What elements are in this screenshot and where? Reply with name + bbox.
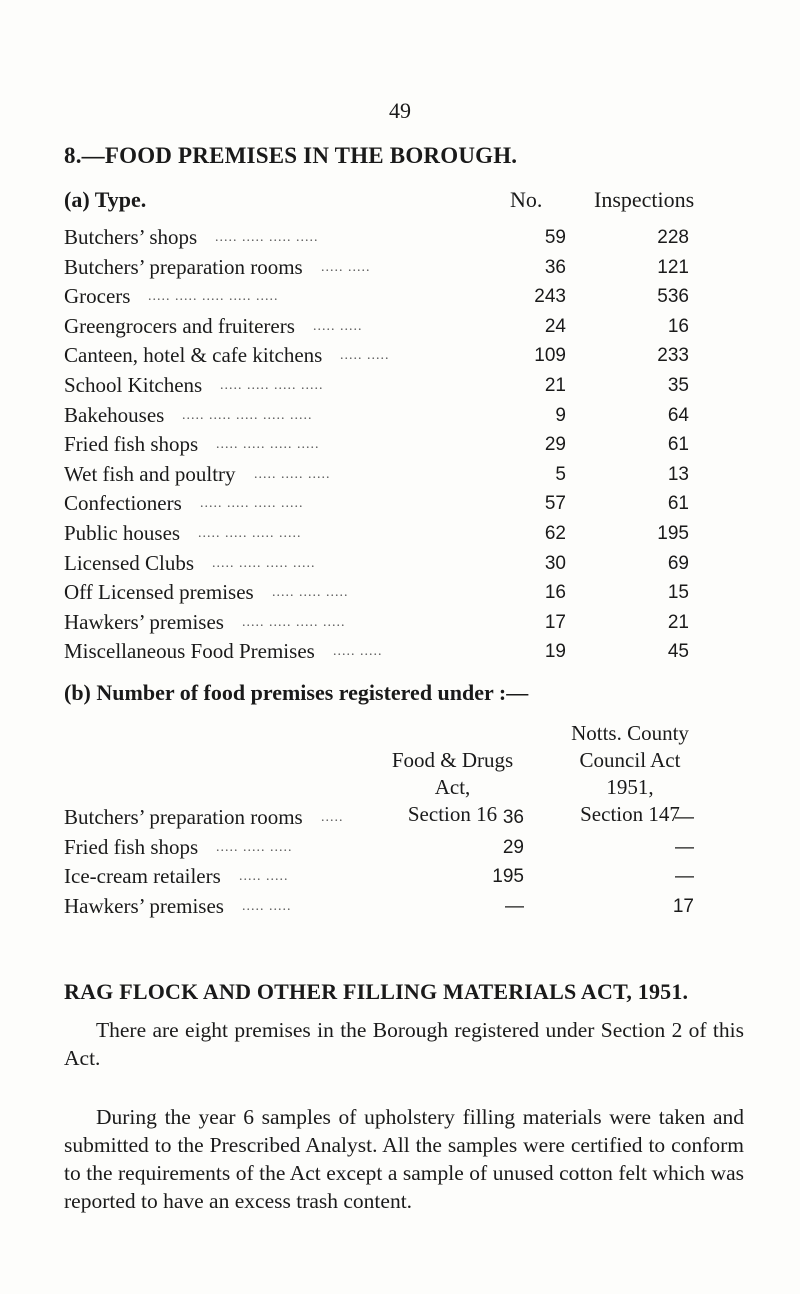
leader-dots: ..... ..... ..... (254, 466, 331, 482)
premises-count: 17 (544, 611, 566, 633)
section-a-label: (a) Type. (64, 187, 147, 212)
notts-county-act-count: — (675, 866, 694, 888)
registered-premises-table (64, 803, 764, 921)
table-row (64, 223, 764, 253)
leader-dots: ..... ..... ..... (216, 839, 293, 855)
premises-type: Butchers’ shops (64, 225, 198, 249)
premises-type: Butchers’ preparation rooms (64, 805, 303, 829)
column-header-line: Section 16 (407, 802, 498, 826)
rag-flock-paragraph-1: There are eight premises in the Borough registered under Section 2 of this Act. (64, 1018, 744, 1070)
premises-count: 36 (544, 256, 566, 278)
premises-type: Bakehouses (64, 402, 165, 427)
inspections-count: 121 (657, 256, 689, 278)
column-header-line: 1951, (606, 775, 654, 799)
premises-count: 24 (544, 315, 566, 337)
table-row (64, 803, 764, 833)
inspections-count: 21 (667, 611, 689, 633)
column-header-line: Food & Drugs (391, 748, 514, 772)
column-header-line: Council Act (579, 748, 681, 772)
premises-type: Fried fish shops (64, 834, 199, 859)
section-heading: 8.—FOOD PREMISES IN THE BOROUGH. (64, 143, 518, 168)
table-row (64, 549, 764, 579)
notts-county-act-count: 17 (672, 895, 694, 917)
leader-dots: ..... ..... (321, 259, 371, 275)
premises-count: 21 (544, 374, 566, 396)
leader-dots: ..... ..... (242, 898, 292, 914)
food-drugs-act-count: — (505, 895, 524, 917)
inspections-count: 45 (667, 641, 689, 663)
inspections-count: 233 (657, 345, 689, 367)
premises-count: 19 (544, 641, 566, 663)
notts-county-act-count: — (675, 836, 694, 858)
leader-dots: ..... ..... (313, 318, 363, 334)
column-header-inspections: Inspections (594, 187, 695, 212)
leader-dots: ..... ..... ..... ..... (242, 614, 346, 630)
premises-type: Hawkers’ premises (64, 609, 224, 634)
premises-count: 57 (544, 493, 566, 515)
premises-type: Grocers (64, 284, 131, 309)
table-row (64, 460, 764, 490)
leader-dots: ..... ..... ..... ..... (212, 555, 316, 571)
premises-type: School Kitchens (64, 372, 203, 397)
premises-type: Hawkers’ premises (64, 893, 224, 918)
food-drugs-act-count: 36 (502, 807, 524, 828)
premises-type: Public houses (64, 520, 181, 545)
premises-count: 9 (555, 404, 566, 426)
table-row (64, 430, 764, 460)
inspections-count: 61 (667, 434, 689, 456)
premises-count: 29 (544, 434, 566, 456)
inspections-count: 69 (667, 552, 689, 574)
leader-dots: ..... ..... ..... ..... (220, 377, 324, 393)
column-header-no: No. (510, 187, 543, 212)
table-row (64, 519, 764, 549)
table-row (64, 892, 764, 922)
inspections-count: 536 (657, 286, 689, 308)
table-row (64, 578, 764, 608)
inspections-count: 228 (657, 227, 689, 248)
section-b-header (64, 680, 528, 706)
inspections-count: 16 (667, 315, 689, 337)
rag-flock-title: RAG FLOCK AND OTHER FILLING MATERIALS ACT, 1951. (64, 979, 689, 1004)
inspections-count: 13 (667, 463, 689, 485)
table-row (64, 253, 764, 283)
premises-type: Wet fish and poultry (64, 461, 236, 486)
section-b-label: (b) (64, 680, 91, 705)
leader-dots: ..... ..... ..... ..... (198, 525, 302, 541)
premises-count: 243 (534, 286, 566, 308)
notts-county-act-count: — (675, 807, 694, 828)
leader-dots: ..... ..... (340, 348, 390, 364)
table-row (64, 489, 764, 519)
premises-type-table (64, 223, 764, 667)
food-drugs-act-count: 195 (492, 866, 524, 888)
inspections-count: 15 (667, 582, 689, 604)
rag-flock-paragraph-2: During the year 6 samples of upholstery filling materials were taken and submitted to the Prescribed Analyst. All the samples were certified to conform to the requirements of the Act except a sample of unused cotton felt which was reported to have an excess trash content. (64, 1105, 744, 1213)
premises-type: Miscellaneous Food Premises (64, 639, 315, 664)
premises-type: Butchers’ preparation rooms (64, 254, 303, 279)
premises-type: Greengrocers and fruiterers (64, 313, 295, 338)
leader-dots: ..... ..... (239, 869, 289, 885)
leader-dots: ..... ..... ..... ..... (216, 437, 320, 453)
premises-type: Fried fish shops (64, 432, 199, 457)
table-row (64, 312, 764, 342)
column-header-line: Notts. County (571, 721, 689, 745)
premises-count: 109 (534, 345, 566, 367)
premises-type: Licensed Clubs (64, 550, 195, 575)
leader-dots: ..... ..... (333, 644, 383, 660)
premises-count: 5 (555, 463, 566, 485)
column-header-line: Section 147 (580, 802, 680, 826)
table-row (64, 371, 764, 401)
inspections-count: 61 (667, 493, 689, 515)
premises-type: Canteen, hotel & cafe kitchens (64, 343, 323, 368)
inspections-count: 35 (667, 374, 689, 396)
table-row (64, 341, 764, 371)
premises-type: Confectioners (64, 491, 182, 516)
premises-count: 30 (544, 552, 566, 574)
table-row (64, 637, 764, 667)
food-drugs-act-count: 29 (502, 836, 524, 858)
inspections-count: 195 (657, 522, 689, 544)
premises-count: 16 (544, 582, 566, 604)
table-row (64, 862, 764, 892)
leader-dots: ..... ..... ..... ..... (200, 496, 304, 512)
table-row (64, 282, 764, 312)
page-number: 49 (389, 98, 411, 123)
leader-dots: ..... ..... ..... ..... ..... (182, 407, 313, 423)
column-header-line: Act, (434, 775, 471, 799)
premises-count: 62 (544, 522, 566, 544)
premises-count: 59 (544, 227, 566, 248)
section-b-text: Number of food premises registered under :— (96, 680, 529, 705)
inspections-count: 64 (667, 404, 689, 426)
table-row (64, 608, 764, 638)
leader-dots: ..... ..... ..... (272, 585, 349, 601)
premises-type: Off Licensed premises (64, 580, 254, 605)
leader-dots: ..... ..... ..... ..... ..... (148, 289, 279, 305)
leader-dots: ..... ..... ..... ..... (215, 230, 319, 245)
table-row (64, 833, 764, 863)
premises-type: Ice-cream retailers (64, 864, 221, 889)
leader-dots: ..... (321, 810, 344, 825)
table-row (64, 401, 764, 431)
